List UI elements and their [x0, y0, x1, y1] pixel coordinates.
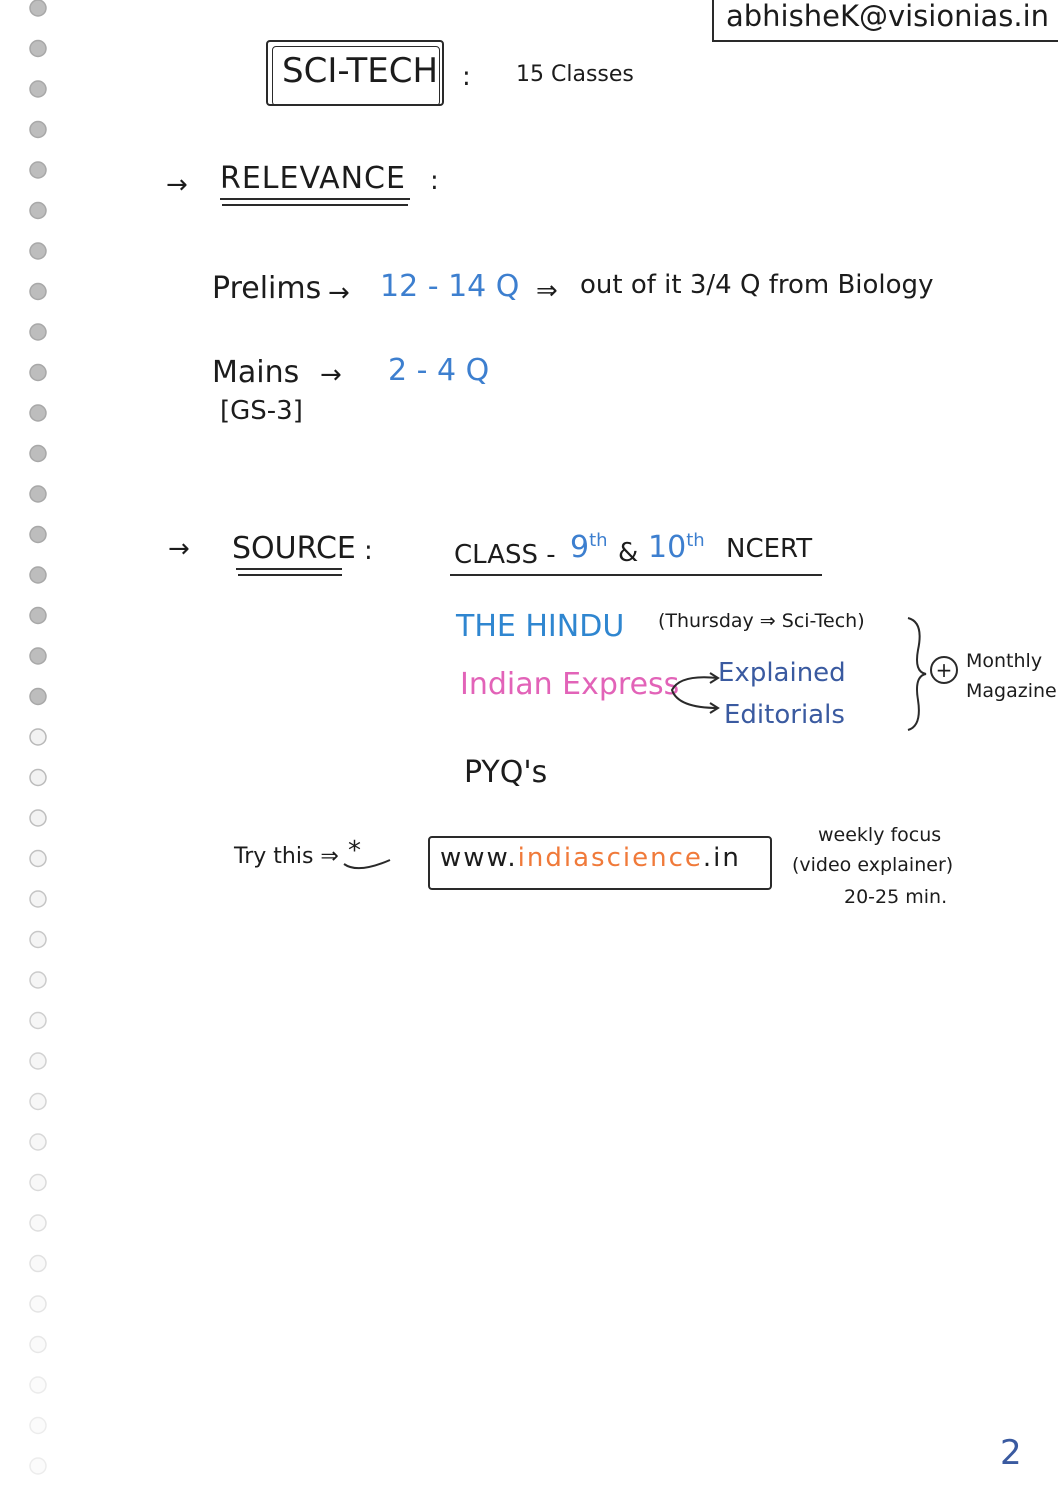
spiral-hole	[30, 243, 46, 259]
relevance-colon: :	[430, 166, 439, 196]
spiral-hole	[30, 567, 46, 583]
class-10-number: 10	[648, 530, 687, 565]
spiral-hole	[30, 770, 46, 786]
video-explainer: (video explainer)	[792, 854, 954, 876]
weekly-focus: weekly focus	[818, 824, 942, 846]
spiral-hole	[30, 608, 46, 624]
spiral-hole	[30, 122, 46, 138]
source-underline-2	[238, 574, 342, 576]
spiral-hole	[30, 1094, 46, 1110]
spiral-holes	[0, 0, 80, 1496]
mains-paper: [GS-3]	[220, 396, 303, 426]
spiral-hole	[30, 810, 46, 826]
star-mark: *	[348, 836, 361, 866]
spiral-hole	[30, 446, 46, 462]
page-number: 2	[1000, 1433, 1022, 1473]
plus-circle	[930, 656, 958, 684]
pyqs: PYQ's	[464, 755, 548, 790]
spiral-hole	[30, 1175, 46, 1191]
spiral-hole	[30, 1013, 46, 1029]
spiral-hole	[30, 648, 46, 664]
spiral-hole	[30, 932, 46, 948]
source-heading: SOURCE	[232, 531, 356, 566]
try-this: Try this ⇒	[234, 844, 339, 869]
relevance-underline-1	[220, 198, 410, 200]
class-underline	[450, 574, 822, 576]
spiral-hole	[30, 162, 46, 178]
hindu-note: (Thursday ⇒ Sci-Tech)	[658, 610, 865, 632]
prelims-implies: ⇒	[536, 276, 558, 306]
source-underline-1	[236, 568, 342, 570]
right-brace	[900, 614, 930, 734]
spiral-hole	[30, 972, 46, 988]
url-domain: indiascience	[517, 843, 703, 873]
spiral-hole	[30, 689, 46, 705]
title-separator: :	[462, 62, 471, 92]
spiral-hole	[30, 1256, 46, 1272]
relevance-heading: RELEVANCE	[220, 161, 406, 196]
relevance-underline-2	[222, 204, 408, 206]
prelims-value: 12 - 14 Q	[380, 269, 520, 304]
magazine: Magazine	[966, 680, 1057, 702]
spiral-hole	[30, 284, 46, 300]
spiral-hole	[30, 81, 46, 97]
source-arrow: →	[168, 534, 190, 564]
class-9	[570, 532, 608, 563]
spiral-hole	[30, 486, 46, 502]
branch-arrows	[660, 668, 724, 718]
spiral-hole	[30, 729, 46, 745]
spiral-hole	[30, 405, 46, 421]
class-9-number: 9	[570, 530, 590, 565]
class-10	[648, 532, 705, 563]
spiral-hole	[30, 324, 46, 340]
title-classes: 15 Classes	[516, 62, 634, 87]
star-swoosh	[342, 856, 392, 872]
url-prefix: www.	[440, 843, 518, 873]
mains-label: Mains	[212, 355, 300, 390]
mains-arrow: →	[320, 360, 342, 390]
relevance-arrow: →	[166, 170, 188, 200]
url-text	[440, 845, 741, 871]
prelims-label: Prelims	[212, 271, 322, 306]
monthly: Monthly	[966, 650, 1043, 672]
prelims-note: out of it 3/4 Q from Biology	[580, 270, 934, 300]
prelims-arrow: →	[328, 278, 350, 308]
plus-sign: +	[935, 658, 953, 682]
spiral-hole	[30, 1458, 46, 1474]
spiral-hole	[30, 1296, 46, 1312]
the-hindu: THE HINDU	[456, 609, 625, 644]
url-suffix: .in	[702, 843, 741, 873]
class-10-suffix: th	[686, 530, 705, 551]
spiral-hole	[30, 203, 46, 219]
explained: Explained	[718, 658, 846, 688]
spiral-hole	[30, 41, 46, 57]
editorials: Editorials	[724, 700, 845, 730]
class-prefix: CLASS -	[454, 540, 556, 570]
spiral-hole	[30, 0, 46, 16]
email-text: abhisheK@visionias.in	[726, 0, 1050, 33]
source-colon: :	[364, 536, 373, 566]
spiral-hole	[30, 891, 46, 907]
spiral-hole	[30, 365, 46, 381]
title-subject: SCI-TECH	[282, 51, 439, 91]
spiral-hole	[30, 1215, 46, 1231]
spiral-hole	[30, 527, 46, 543]
spiral-hole	[30, 1377, 46, 1393]
spiral-hole	[30, 1337, 46, 1353]
mains-value: 2 - 4 Q	[388, 353, 490, 388]
class-9-suffix: th	[589, 530, 608, 551]
spiral-hole	[30, 851, 46, 867]
spiral-hole	[30, 1053, 46, 1069]
indian-express: Indian Express	[460, 667, 680, 702]
class-and: &	[618, 538, 639, 568]
duration: 20-25 min.	[844, 886, 948, 908]
spiral-hole	[30, 1418, 46, 1434]
ncert: NCERT	[726, 534, 813, 564]
spiral-hole	[30, 1134, 46, 1150]
